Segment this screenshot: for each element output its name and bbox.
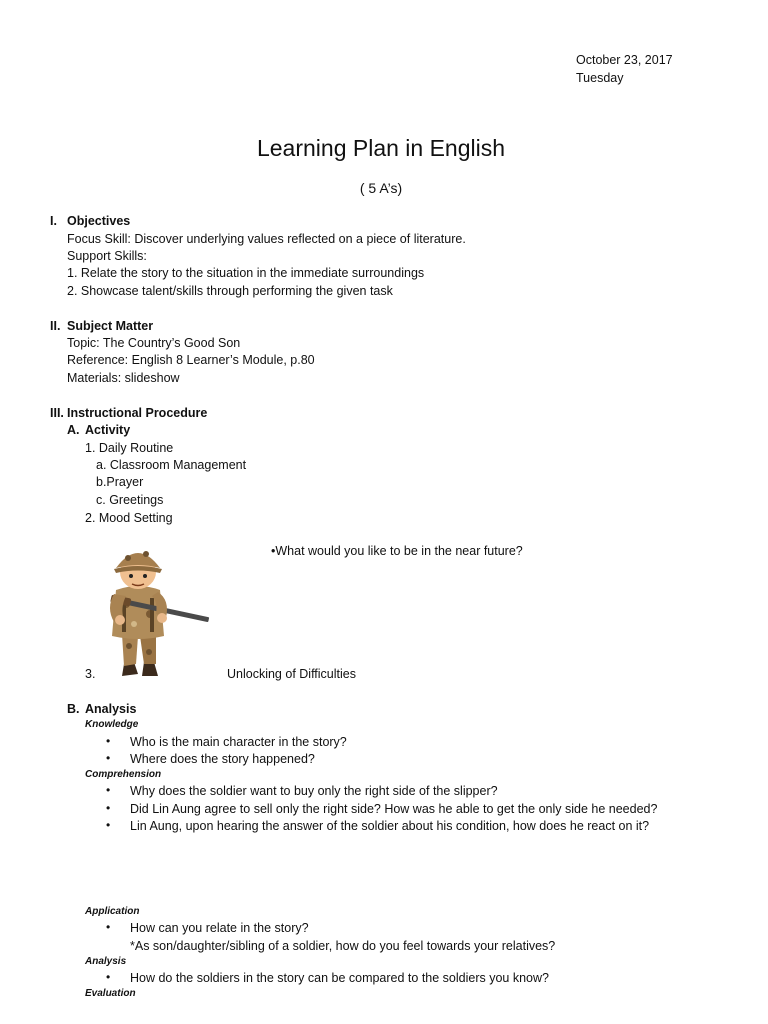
section-numeral-objectives: I. [50, 214, 57, 228]
page-subtitle: ( 5 A’s) [359, 180, 403, 196]
question-item: Did Lin Aung agree to sell only the right side? How was he able to get the only side he needed? [130, 802, 658, 816]
bullet-icon: • [106, 920, 111, 934]
document-day: Tuesday [576, 71, 624, 85]
category-label-analysis: Analysis [85, 956, 127, 967]
section-heading-procedure: Instructional Procedure [67, 406, 208, 420]
mood-setting-question: •What would you like to be in the near future? [271, 544, 523, 558]
objective-line: 1. Relate the story to the situation in the immediate surroundings [67, 266, 425, 280]
bullet-icon: • [106, 783, 111, 797]
activity-item-unlocking-difficulties: Unlocking of Difficulties [227, 667, 356, 681]
routine-item: b.Prayer [96, 475, 144, 489]
section-heading-objectives: Objectives [67, 214, 131, 228]
bullet-icon: • [106, 751, 111, 765]
page-title: Learning Plan in English [256, 135, 506, 161]
category-label-comprehension: Comprehension [85, 769, 162, 780]
document-date: October 23, 2017 [576, 53, 673, 67]
question-item: Lin Aung, upon hearing the answer of the soldier about his condition, how does he react on it? [130, 819, 650, 833]
activity-item-number: 3. [85, 667, 96, 681]
question-item: How can you relate in the story? [130, 921, 309, 935]
category-label-knowledge: Knowledge [85, 719, 139, 730]
routine-item: c. Greetings [96, 493, 164, 507]
objective-line: 2. Showcase talent/skills through performing the given task [67, 284, 393, 298]
subject-matter-line: Reference: English 8 Learner’s Module, p.80 [67, 353, 315, 367]
objective-line: Focus Skill: Discover underlying values reflected on a piece of literature. [67, 232, 466, 246]
subject-matter-line: Topic: The Country’s Good Son [67, 336, 241, 350]
subject-matter-line: Materials: slideshow [67, 371, 180, 385]
section-numeral-subject-matter: II. [50, 319, 61, 333]
section-heading-subject-matter: Subject Matter [67, 319, 154, 333]
soldier-illustration [96, 542, 216, 682]
bullet-icon: • [106, 801, 111, 815]
question-item: Where does the story happened? [130, 752, 315, 766]
objective-line: Support Skills: [67, 249, 147, 263]
section-numeral-procedure: III. [50, 406, 64, 420]
category-label-evaluation: Evaluation [85, 988, 136, 999]
activity-item-daily-routine: 1. Daily Routine [85, 441, 174, 455]
bullet-icon: • [106, 970, 111, 984]
subsection-letter-activity: A. [67, 423, 80, 437]
bullet-icon: • [106, 818, 111, 832]
routine-item: a. Classroom Management [96, 458, 247, 472]
question-item: How do the soldiers in the story can be compared to the soldiers you know? [130, 971, 549, 985]
question-item: Who is the main character in the story? [130, 735, 347, 749]
activity-item-mood-setting: 2. Mood Setting [85, 511, 173, 525]
category-label-application: Application [85, 906, 140, 917]
subsection-heading-activity: Activity [85, 423, 131, 437]
application-note: *As son/daughter/sibling of a soldier, how do you feel towards your relatives? [130, 939, 556, 953]
question-item: Why does the soldier want to buy only the right side of the slipper? [130, 784, 498, 798]
bullet-icon: • [106, 734, 111, 748]
subsection-heading-analysis: Analysis [85, 702, 137, 716]
subsection-letter-analysis: B. [67, 702, 80, 716]
